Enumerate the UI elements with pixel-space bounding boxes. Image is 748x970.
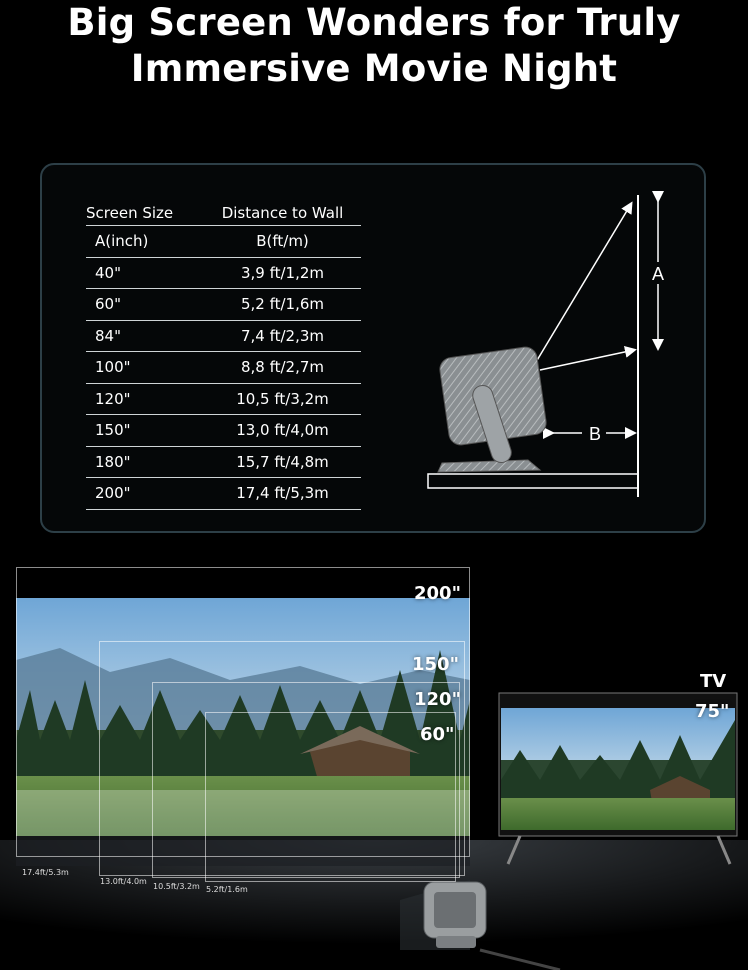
row-size: 100" — [86, 352, 204, 384]
row-size: 200" — [86, 478, 204, 510]
lower-ray — [540, 350, 634, 370]
size-label-120: 120" — [414, 689, 461, 710]
row-distance: 3,9 ft/1,2m — [204, 257, 361, 289]
row-distance: 10,5 ft/3,2m — [204, 383, 361, 415]
label-a: A — [651, 264, 665, 284]
row-distance: 8,8 ft/2,7m — [204, 352, 361, 384]
size-label-60: 60" — [420, 724, 455, 745]
row-size: 40" — [86, 257, 204, 289]
title-line-1: Big Screen Wonders for Truly — [67, 1, 681, 44]
distance-label-120: 10.5ft/3.2m — [153, 882, 200, 891]
size-label-200: 200" — [414, 583, 461, 604]
row-size: 150" — [86, 415, 204, 447]
frame-60 — [205, 712, 456, 882]
header-screen-size: Screen Size — [86, 200, 204, 226]
row-size: 84" — [86, 320, 204, 352]
title-line-2: Immersive Movie Night — [130, 47, 618, 90]
row-distance: 5,2 ft/1,6m — [204, 289, 361, 321]
row-size: 120" — [86, 383, 204, 415]
header-distance: Distance to Wall — [204, 200, 361, 226]
distance-label-150: 13.0ft/4.0m — [100, 877, 147, 886]
sub-header-a: A(inch) — [86, 226, 204, 258]
screen-comparison-scene — [0, 540, 748, 970]
distance-label-200: 17.4ft/5.3m — [22, 868, 69, 877]
label-b: B — [588, 424, 602, 444]
row-size: 60" — [86, 289, 204, 321]
sub-header-b: B(ft/m) — [204, 226, 361, 258]
row-distance: 7,4 ft/2,3m — [204, 320, 361, 352]
row-distance: 13,0 ft/4,0m — [204, 415, 361, 447]
floor-base — [428, 474, 638, 488]
row-distance: 15,7 ft/4,8m — [204, 446, 361, 478]
tv-label: TV — [700, 671, 727, 692]
projector-base-icon — [438, 460, 540, 472]
row-distance: 17,4 ft/5,3m — [204, 478, 361, 510]
distance-label-60: 5.2ft/1.6m — [206, 885, 248, 894]
row-size: 180" — [86, 446, 204, 478]
size-label-150: 150" — [412, 654, 459, 675]
tv-size-label: 75" — [695, 701, 730, 722]
upper-ray — [536, 204, 631, 362]
projector-icon — [438, 346, 547, 466]
